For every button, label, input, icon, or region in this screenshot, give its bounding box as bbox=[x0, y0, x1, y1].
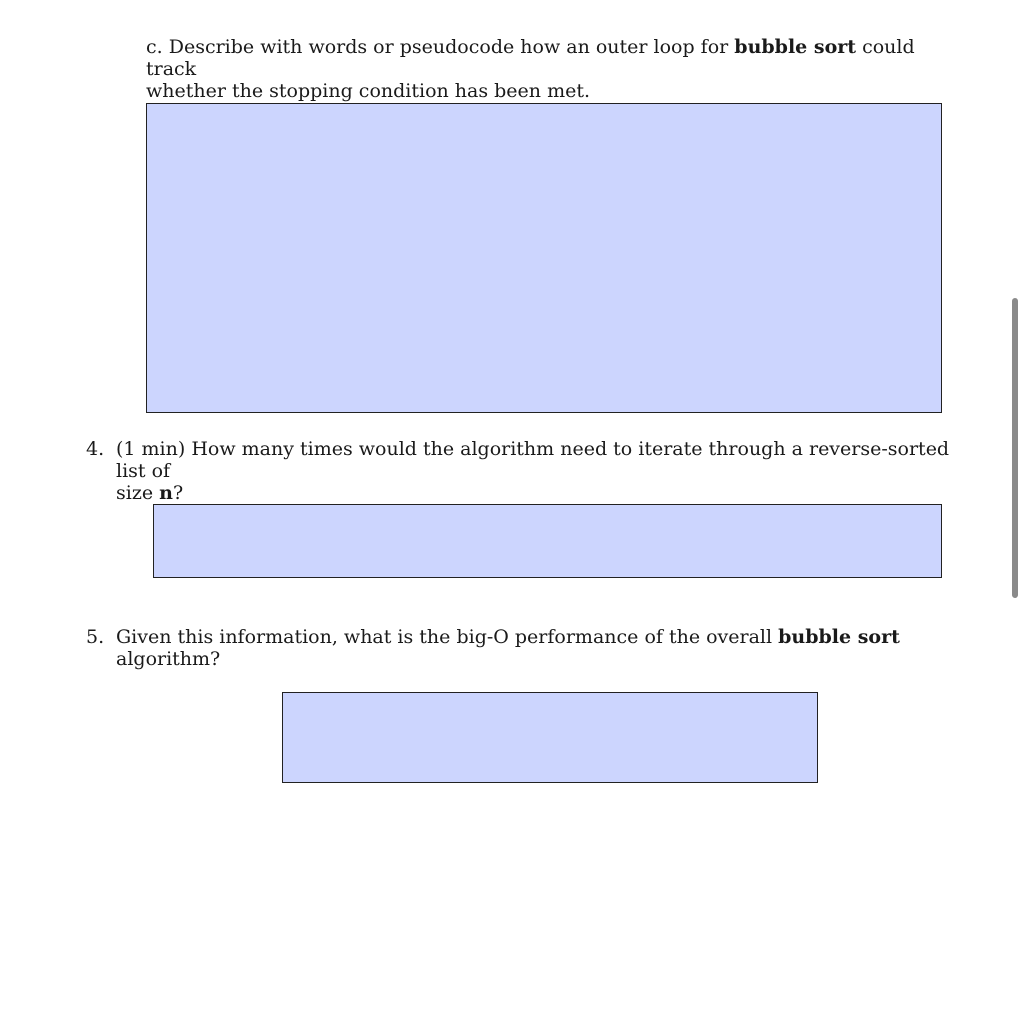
question-4-line2-suffix: ? bbox=[172, 482, 184, 504]
question-5-prefix: Given this information, what is the big-O performance of the overall bbox=[116, 626, 779, 648]
question-5-number: 5. bbox=[86, 626, 105, 648]
question-5-bold: bubble sort bbox=[778, 626, 900, 648]
question-4-number: 4. bbox=[86, 438, 105, 460]
question-3c-line2: whether the stopping condition has been met. bbox=[146, 80, 591, 102]
question-4-line1: (1 min) How many times would the algorithm need to iterate through a reverse-sorted list of bbox=[116, 438, 950, 482]
question-4-line2-prefix: size bbox=[116, 482, 160, 504]
question-3c-text bbox=[146, 36, 946, 102]
question-4-text bbox=[116, 438, 956, 504]
question-3c-suffix: could track bbox=[146, 36, 915, 80]
question-3c-bold: bubble sort bbox=[734, 36, 857, 58]
question-4-variable: n bbox=[159, 482, 173, 504]
question-5-line2: algorithm? bbox=[116, 648, 221, 670]
question-5-text bbox=[116, 626, 916, 670]
question-3c-prefix: c. Describe with words or pseudocode how an outer loop for bbox=[146, 36, 735, 58]
answer-box-5[interactable] bbox=[282, 692, 818, 783]
answer-box-4[interactable] bbox=[153, 504, 942, 578]
scrollbar-thumb[interactable] bbox=[1012, 298, 1018, 598]
answer-box-3c[interactable] bbox=[146, 103, 942, 413]
